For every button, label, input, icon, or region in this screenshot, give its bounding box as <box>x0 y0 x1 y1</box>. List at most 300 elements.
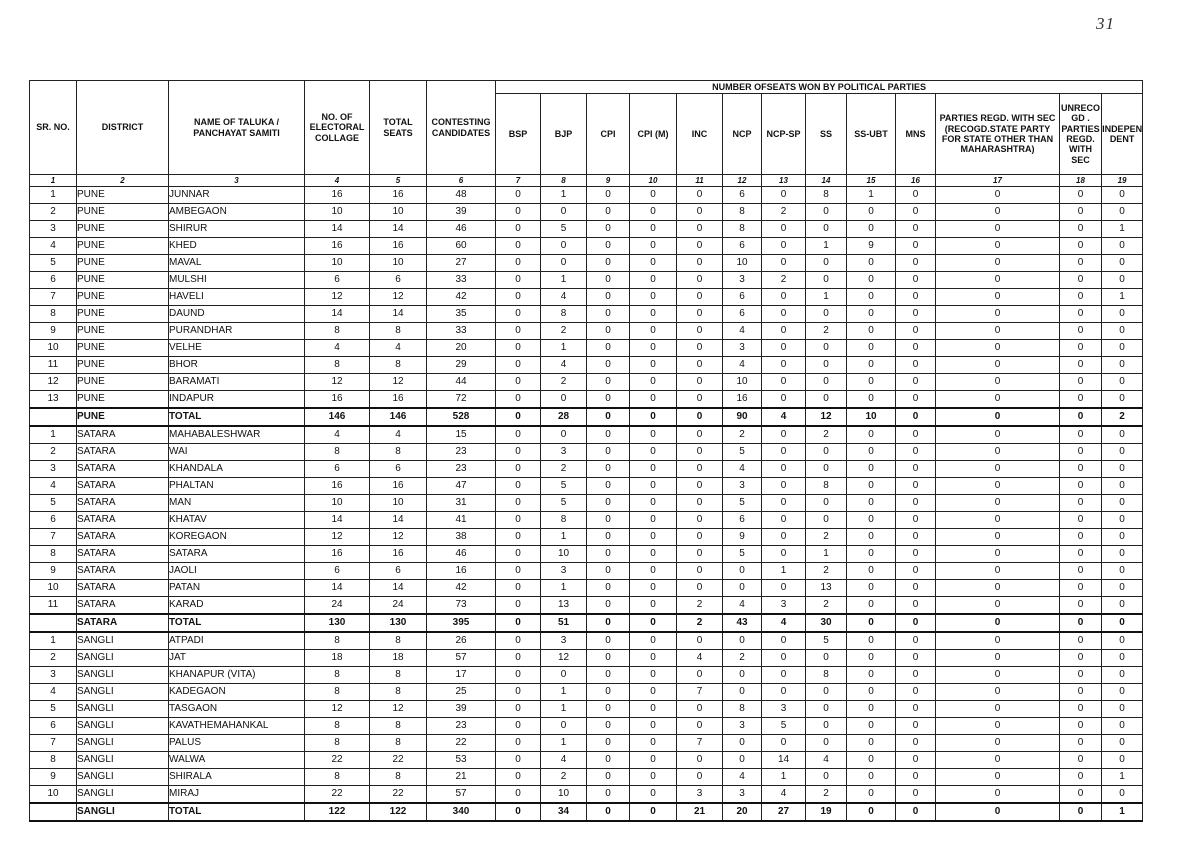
table-row <box>30 357 1143 374</box>
table-cell: 0 <box>762 580 806 597</box>
table-cell: PUNE <box>77 357 169 374</box>
table-cell: 31 <box>427 495 496 512</box>
table-cell: 1 <box>541 580 587 597</box>
table-cell: PATAN <box>169 580 305 597</box>
table-cell: 0 <box>806 306 847 323</box>
table-cell: 0 <box>896 306 936 323</box>
table-cell: 0 <box>723 632 762 650</box>
table-cell: 0 <box>630 580 677 597</box>
table-row <box>30 221 1143 238</box>
table-body <box>30 187 1143 822</box>
table-cell: 14 <box>762 752 806 769</box>
column-number: 16 <box>896 175 936 187</box>
header-taluka: NAME OF TALUKA / PANCHAYAT SAMITI <box>169 81 305 175</box>
table-cell: 0 <box>723 735 762 752</box>
table-cell: SANGLI <box>77 718 169 735</box>
table-cell: 0 <box>806 769 847 786</box>
table-cell: 8 <box>30 546 77 563</box>
table-cell: 0 <box>762 529 806 546</box>
header-cpi: CPI <box>587 94 630 175</box>
table-cell: PUNE <box>77 391 169 409</box>
table-cell: 0 <box>677 444 723 461</box>
header-sr-no: SR. NO. <box>30 81 77 175</box>
table-cell: 0 <box>847 563 896 580</box>
table-cell: 0 <box>896 340 936 357</box>
table-cell: 0 <box>1060 391 1102 409</box>
table-cell: 0 <box>762 340 806 357</box>
table-cell: 9 <box>30 323 77 340</box>
table-cell: 0 <box>587 478 630 495</box>
header-electoral-collage: NO. OF ELECTORAL COLLAGE <box>305 81 370 175</box>
table-cell: 0 <box>936 255 1060 272</box>
table-cell: 23 <box>427 444 496 461</box>
table-cell: 0 <box>677 204 723 221</box>
table-cell: SANGLI <box>77 632 169 650</box>
table-cell: 0 <box>847 289 896 306</box>
table-cell: 16 <box>370 478 427 495</box>
table-cell: 0 <box>896 597 936 615</box>
table-cell: 0 <box>496 289 541 306</box>
table-cell: 6 <box>723 289 762 306</box>
column-number: 14 <box>806 175 847 187</box>
table-cell: PUNE <box>77 340 169 357</box>
table-cell: 0 <box>587 357 630 374</box>
table-cell: 0 <box>496 735 541 752</box>
table-cell: 16 <box>723 391 762 409</box>
table-cell: 14 <box>305 580 370 597</box>
table-cell: 0 <box>630 769 677 786</box>
table-cell: 0 <box>896 187 936 204</box>
table-cell: 0 <box>936 461 1060 478</box>
header-cpi-m: CPI (M) <box>630 94 677 175</box>
table-cell: 1 <box>541 187 587 204</box>
table-cell: 0 <box>762 306 806 323</box>
table-cell: 0 <box>762 187 806 204</box>
table-cell: 0 <box>896 529 936 546</box>
table-cell: MAHABALESHWAR <box>169 426 305 444</box>
table-cell: 90 <box>723 408 762 426</box>
table-cell: 0 <box>936 803 1060 821</box>
table-cell: 72 <box>427 391 496 409</box>
table-cell: 13 <box>541 597 587 615</box>
table-cell <box>30 408 77 426</box>
table-cell: 0 <box>677 495 723 512</box>
header-ss-ubt: SS-UBT <box>847 94 896 175</box>
table-cell: 0 <box>677 272 723 289</box>
table-cell: 0 <box>1102 735 1143 752</box>
table-cell: 0 <box>762 684 806 701</box>
table-cell: 0 <box>847 444 896 461</box>
table-cell: 0 <box>806 701 847 718</box>
column-number: 4 <box>305 175 370 187</box>
table-cell: 0 <box>936 357 1060 374</box>
table-cell: 3 <box>762 701 806 718</box>
table-cell: 0 <box>847 718 896 735</box>
table-cell: 10 <box>541 546 587 563</box>
table-cell: 0 <box>1060 255 1102 272</box>
table-cell: SATARA <box>77 614 169 632</box>
table-cell: 8 <box>305 769 370 786</box>
table-cell: 8 <box>305 735 370 752</box>
table-cell: 0 <box>936 735 1060 752</box>
table-cell: 0 <box>936 614 1060 632</box>
table-cell: 0 <box>936 374 1060 391</box>
header-unrecognised-parties: UNRECO GD . PARTIES REGD. WITH SEC <box>1060 94 1102 175</box>
column-number: 1 <box>30 175 77 187</box>
table-cell: SANGLI <box>77 752 169 769</box>
table-cell: 0 <box>1060 221 1102 238</box>
table-cell: 3 <box>30 667 77 684</box>
table-row <box>30 752 1143 769</box>
table-cell: 3 <box>723 272 762 289</box>
table-cell: 0 <box>847 803 896 821</box>
table-cell: 3 <box>30 221 77 238</box>
table-cell: 0 <box>936 495 1060 512</box>
table-cell: 0 <box>896 204 936 221</box>
table-cell: 0 <box>762 650 806 667</box>
table-cell: SATARA <box>77 444 169 461</box>
table-cell: 0 <box>1102 323 1143 340</box>
table-cell: 2 <box>541 769 587 786</box>
table-cell: 0 <box>762 495 806 512</box>
table-cell: 10 <box>305 204 370 221</box>
table-cell: 5 <box>30 701 77 718</box>
table-cell: 0 <box>1102 632 1143 650</box>
table-cell: 8 <box>370 323 427 340</box>
table-cell: 0 <box>896 580 936 597</box>
table-cell: 0 <box>630 461 677 478</box>
table-cell: 10 <box>305 495 370 512</box>
table-cell: KHED <box>169 238 305 255</box>
table-cell: 0 <box>1102 461 1143 478</box>
table-cell: 6 <box>305 272 370 289</box>
table-cell: JAOLI <box>169 563 305 580</box>
table-cell: 0 <box>1102 563 1143 580</box>
table-cell: 12 <box>305 701 370 718</box>
table-cell: 0 <box>630 478 677 495</box>
table-cell: 8 <box>305 667 370 684</box>
table-cell: 0 <box>847 221 896 238</box>
table-cell: 0 <box>847 597 896 615</box>
table-cell: 22 <box>305 752 370 769</box>
table-cell: 0 <box>630 546 677 563</box>
table-cell: 0 <box>496 563 541 580</box>
table-cell: 5 <box>30 255 77 272</box>
table-cell: 146 <box>370 408 427 426</box>
table-cell: 33 <box>427 323 496 340</box>
table-cell: 7 <box>30 529 77 546</box>
table-cell: 0 <box>936 632 1060 650</box>
table-cell: 17 <box>427 667 496 684</box>
table-cell: 0 <box>496 478 541 495</box>
table-cell: 0 <box>762 426 806 444</box>
table-cell: 0 <box>587 204 630 221</box>
table-cell: 0 <box>896 323 936 340</box>
table-cell: 9 <box>847 238 896 255</box>
table-cell: 30 <box>806 614 847 632</box>
table-cell: 0 <box>936 752 1060 769</box>
table-cell: 10 <box>370 204 427 221</box>
table-row <box>30 306 1143 323</box>
table-cell: 0 <box>1060 718 1102 735</box>
table-cell: 0 <box>496 272 541 289</box>
table-cell: 0 <box>1102 701 1143 718</box>
header-bjp: BJP <box>541 94 587 175</box>
table-cell: 0 <box>541 255 587 272</box>
table-cell: 8 <box>30 306 77 323</box>
table-cell: 0 <box>1102 546 1143 563</box>
table-cell: 0 <box>847 323 896 340</box>
table-cell: 6 <box>30 718 77 735</box>
table-cell: 4 <box>370 426 427 444</box>
table-cell: 0 <box>496 408 541 426</box>
table-cell: 0 <box>587 632 630 650</box>
table-cell: 4 <box>370 340 427 357</box>
table-cell: SANGLI <box>77 684 169 701</box>
table-cell: SATARA <box>77 546 169 563</box>
table-cell: 0 <box>1060 701 1102 718</box>
table-cell: 12 <box>370 289 427 306</box>
table-cell: 0 <box>847 512 896 529</box>
table-cell: 8 <box>541 306 587 323</box>
column-number: 12 <box>723 175 762 187</box>
table-cell: 0 <box>677 408 723 426</box>
table-cell: 0 <box>806 461 847 478</box>
table-cell: 4 <box>723 769 762 786</box>
table-cell: 0 <box>896 650 936 667</box>
table-cell: SATARA <box>77 580 169 597</box>
table-cell: 0 <box>630 597 677 615</box>
table-cell: 6 <box>723 238 762 255</box>
table-cell: SHIRALA <box>169 769 305 786</box>
table-cell: 0 <box>936 408 1060 426</box>
table-cell: 0 <box>1060 684 1102 701</box>
table-row <box>30 650 1143 667</box>
table-cell: 4 <box>30 684 77 701</box>
table-cell: 0 <box>762 374 806 391</box>
table-cell: 39 <box>427 204 496 221</box>
table-cell: 0 <box>847 632 896 650</box>
table-cell: 340 <box>427 803 496 821</box>
table-cell: 0 <box>847 495 896 512</box>
table-cell: 5 <box>541 221 587 238</box>
table-cell: 0 <box>587 187 630 204</box>
table-cell: 13 <box>806 580 847 597</box>
table-cell: 0 <box>1102 204 1143 221</box>
table-cell: 0 <box>1102 580 1143 597</box>
table-cell: 0 <box>1102 272 1143 289</box>
table-cell: 10 <box>541 786 587 804</box>
table-cell: 0 <box>762 735 806 752</box>
table-cell: 0 <box>1060 667 1102 684</box>
table-cell: 0 <box>630 306 677 323</box>
table-cell: DAUND <box>169 306 305 323</box>
table-cell: 8 <box>30 752 77 769</box>
table-cell: 60 <box>427 238 496 255</box>
table-cell: 4 <box>30 478 77 495</box>
table-cell: 0 <box>587 374 630 391</box>
table-cell: 6 <box>723 187 762 204</box>
table-cell: 2 <box>677 614 723 632</box>
table-cell: 0 <box>896 374 936 391</box>
table-cell: 0 <box>936 391 1060 409</box>
table-cell: 528 <box>427 408 496 426</box>
table-cell: 2 <box>677 597 723 615</box>
table-cell: 0 <box>1102 255 1143 272</box>
table-cell: 0 <box>896 752 936 769</box>
table-cell: 0 <box>936 187 1060 204</box>
table-cell: 12 <box>541 650 587 667</box>
table-cell: 2 <box>723 650 762 667</box>
table-cell: 14 <box>305 221 370 238</box>
table-cell: 0 <box>496 255 541 272</box>
table-cell: 3 <box>762 597 806 615</box>
table-cell: 0 <box>541 204 587 221</box>
table-cell: KADEGAON <box>169 684 305 701</box>
table-cell: 0 <box>496 495 541 512</box>
table-cell: 0 <box>936 512 1060 529</box>
table-cell: PUNE <box>77 408 169 426</box>
table-cell: 0 <box>936 650 1060 667</box>
table-cell: 10 <box>723 255 762 272</box>
table-cell: 0 <box>936 323 1060 340</box>
table-cell: 4 <box>541 289 587 306</box>
table-cell: SATARA <box>77 478 169 495</box>
table-cell: 0 <box>806 495 847 512</box>
table-cell: 1 <box>847 187 896 204</box>
table-cell: 0 <box>587 701 630 718</box>
table-cell: 16 <box>370 187 427 204</box>
table-cell: 0 <box>762 667 806 684</box>
table-cell: 0 <box>630 374 677 391</box>
table-row <box>30 204 1143 221</box>
table-cell: 2 <box>723 426 762 444</box>
table-cell: 0 <box>1060 803 1102 821</box>
table-cell: 0 <box>496 752 541 769</box>
table-cell: 0 <box>630 563 677 580</box>
table-cell: 16 <box>370 238 427 255</box>
table-row <box>30 323 1143 340</box>
table-cell: 0 <box>496 684 541 701</box>
table-cell: 0 <box>677 632 723 650</box>
table-cell: 0 <box>677 563 723 580</box>
table-cell: 0 <box>896 614 936 632</box>
table-cell: KOREGAON <box>169 529 305 546</box>
table-cell: 0 <box>806 512 847 529</box>
table-cell: 0 <box>806 272 847 289</box>
table-cell: 12 <box>305 374 370 391</box>
table-cell: 0 <box>847 306 896 323</box>
table-cell: 0 <box>677 187 723 204</box>
table-cell: 0 <box>896 461 936 478</box>
table-cell: 51 <box>541 614 587 632</box>
table-cell: SATARA <box>169 546 305 563</box>
table-cell: 73 <box>427 597 496 615</box>
table-cell: 0 <box>847 426 896 444</box>
table-cell: 0 <box>762 632 806 650</box>
table-cell: 0 <box>587 408 630 426</box>
table-cell: 0 <box>587 563 630 580</box>
table-cell: 0 <box>1060 204 1102 221</box>
table-cell: 0 <box>630 718 677 735</box>
table-cell: 0 <box>896 701 936 718</box>
table-cell: BARAMATI <box>169 374 305 391</box>
table-cell: 1 <box>806 546 847 563</box>
table-cell: KHATAV <box>169 512 305 529</box>
table-cell: 7 <box>677 735 723 752</box>
table-cell: 0 <box>762 391 806 409</box>
table-cell: 7 <box>30 735 77 752</box>
table-cell: 14 <box>305 306 370 323</box>
table-cell: 0 <box>1060 752 1102 769</box>
table-cell: 0 <box>630 632 677 650</box>
table-cell: 0 <box>1060 735 1102 752</box>
table-cell: 0 <box>1102 426 1143 444</box>
table-cell: 0 <box>496 374 541 391</box>
table-cell: 0 <box>496 221 541 238</box>
table-row <box>30 632 1143 650</box>
table-row <box>30 391 1143 409</box>
column-number: 7 <box>496 175 541 187</box>
table-cell: 5 <box>723 444 762 461</box>
table-cell: 0 <box>1060 306 1102 323</box>
table-cell: 0 <box>762 478 806 495</box>
table-cell: 8 <box>305 684 370 701</box>
table-cell: 0 <box>896 255 936 272</box>
table-cell: 0 <box>677 340 723 357</box>
table-cell: WALWA <box>169 752 305 769</box>
table-cell: SANGLI <box>77 735 169 752</box>
table-cell: 0 <box>496 546 541 563</box>
table-cell: 0 <box>496 444 541 461</box>
table-cell: 0 <box>496 650 541 667</box>
table-cell: 3 <box>541 563 587 580</box>
table-cell: 0 <box>1060 632 1102 650</box>
table-cell: 8 <box>370 718 427 735</box>
table-cell: 27 <box>427 255 496 272</box>
table-row <box>30 478 1143 495</box>
table-cell: 0 <box>587 786 630 804</box>
table-cell: 12 <box>305 289 370 306</box>
table-cell: 0 <box>630 529 677 546</box>
district-total-row <box>30 408 1143 426</box>
table-cell: 0 <box>587 546 630 563</box>
table-cell: 0 <box>496 323 541 340</box>
table-cell: 0 <box>677 221 723 238</box>
table-cell: 4 <box>541 357 587 374</box>
table-cell: 0 <box>587 426 630 444</box>
table-cell: 0 <box>936 478 1060 495</box>
table-cell: KHANAPUR (VITA) <box>169 667 305 684</box>
table-cell: 6 <box>723 512 762 529</box>
table-cell: 10 <box>30 580 77 597</box>
table-cell: AMBEGAON <box>169 204 305 221</box>
table-cell: 1 <box>1102 289 1143 306</box>
table-cell: 0 <box>847 357 896 374</box>
table-cell: 0 <box>1060 426 1102 444</box>
table-cell: 0 <box>936 221 1060 238</box>
table-cell: 0 <box>896 478 936 495</box>
table-cell: SANGLI <box>77 803 169 821</box>
table-cell: 4 <box>806 752 847 769</box>
table-cell: 3 <box>677 786 723 804</box>
table-cell: 53 <box>427 752 496 769</box>
table-cell: PUNE <box>77 306 169 323</box>
table-cell: 0 <box>1060 786 1102 804</box>
table-cell: 33 <box>427 272 496 289</box>
column-number: 19 <box>1102 175 1143 187</box>
table-row <box>30 495 1143 512</box>
